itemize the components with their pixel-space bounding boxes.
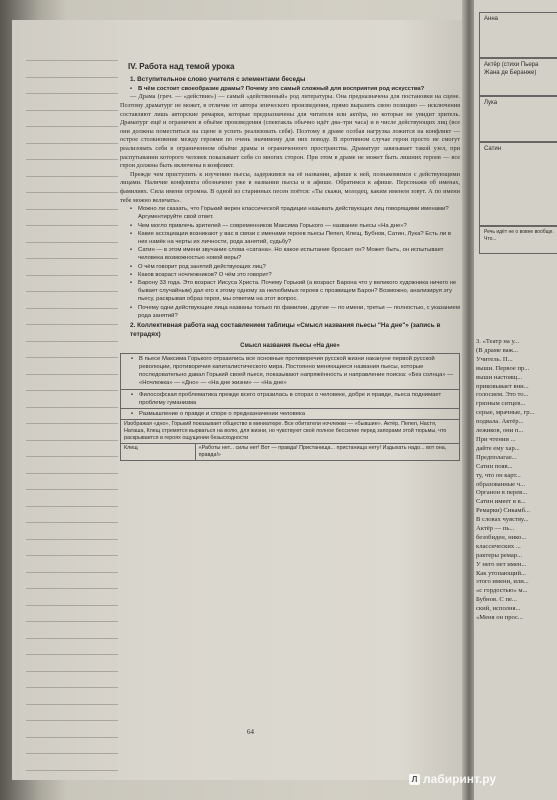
right-page-line: классических ... [476, 542, 521, 550]
right-page-line: образованные ч... [476, 480, 526, 488]
right-page-line: подвала. Актёр... [476, 418, 524, 426]
right-page-line: лежиков, они п... [476, 427, 524, 435]
table-row [121, 353, 460, 389]
right-page-line: безобиден, нико... [476, 533, 527, 541]
right-table-cell: Сатин [479, 142, 557, 226]
question-list [120, 205, 460, 320]
right-page-line: рактеры ремар... [476, 551, 523, 559]
right-page-line: «с гордостью» м... [476, 587, 528, 595]
right-page-line: Учитель. П... [476, 355, 513, 363]
table-cell: • Философская проблематика прежде всего отразилась в спорах о человеке, добре и правде, пьеса поднимает проблему гуманизма [121, 389, 460, 408]
table-cell: • Размышление о правде и споре о предназначении человека [121, 408, 460, 419]
table-row [121, 444, 460, 461]
question-item: • Какие ассоциации возникают у вас в связи с именами героев пьесы Пепел, Клещ, Бубнов, Сатин, Лука? Есть ли в них намёк на черты их личности, рода занятий, судьбу? [120, 230, 460, 246]
right-table-cell: Лука [479, 96, 557, 142]
right-page-line: Сатин имеет в в... [476, 498, 526, 506]
page-number: 64 [247, 728, 254, 736]
right-page-line: этого имени, или... [476, 578, 529, 586]
right-page-line: Ремарки) Сикамб... [476, 507, 530, 515]
table-title: Смысл названия пьесы «На дне» [240, 343, 340, 350]
question-item: • Барону 33 года. Это возраст Иисуса Христа. Почему Горький (а возраст Барона что у великого художника ничего не бывает случайным) дал его к этому одному за нелюбимых героев с прозвищем Барон? Возможно, анализируя эту пьесу, раскрывая образ героя, мы ответим на этот вопрос. [120, 279, 460, 304]
watermark [409, 772, 496, 786]
subsection-2-title: 2. Коллективная работа над составлением таблицы «Смысл названия пьесы "На дне"» (запись в тетрадях) [130, 321, 441, 338]
question-1: • В чём состоит своеобразие драмы? Почему это самый сложный для восприятия род искусства? [120, 85, 460, 93]
subsection-1-title: 1. Вступительное слово учителя с элементами беседы [130, 75, 306, 83]
left-page [12, 20, 467, 780]
right-page-line: приковывает вни... [476, 382, 529, 390]
right-table [479, 12, 557, 254]
page-content [120, 63, 460, 461]
meaning-table [120, 353, 460, 461]
right-page-line: серые, мрачные, гр... [476, 409, 535, 417]
table-row [121, 420, 460, 444]
right-page-line: Как утопающий... [476, 569, 526, 577]
paragraph-2: Прежде чем приступить к изучению пьесы, задержимся на её названии, афише к ней, познакомимся с действующими лицами. Наличие конфликта обозначено уже в названии пьесы и в афише. Обратимся к афише. Персонажи об именах, фамилиях. Сила имени огромна. В одной из старинных песен поётся: «Ты скажи, молодец, каким именем зовут. А по имени тебе можно величать». [120, 170, 460, 204]
margin-lines [26, 60, 118, 750]
table-cell: • В пьесе Максима Горького отразились все основные противоречия русской жизни накануне первой русской революции, противоречия капиталистического мира. Постоянно меняющиеся названия пьесы, которые последовательно давал Горький своей пьесе, показывают напряжённость и направление поиска: «Без солнца» — «Ночлежка» — «Дно» — «На дне жизни» — «На дне» [121, 353, 460, 389]
right-page-line: Бубнов. С пе... [476, 596, 517, 604]
right-table-cell: Актёр (стихи Пьера Жана де Беранже) [479, 58, 557, 96]
question-item: • О чём говорит род занятий действующих лиц? [120, 263, 460, 271]
right-page-line: «Меня он прос... [476, 614, 523, 622]
right-page-line: выши настоящ... [476, 373, 523, 381]
right-page-line: (В драме важ... [476, 346, 519, 354]
labirint-logo-icon: Л [409, 774, 420, 785]
table-row [121, 389, 460, 408]
question-item: • Чем могло привлечь зрителей — современников Максима Горького — название пьесы «На дне»? [120, 222, 460, 230]
right-page-line: У него нет имен... [476, 560, 527, 568]
right-table-cell: Анна [479, 12, 557, 58]
table-row [121, 408, 460, 419]
table-cell: Изображая «дно», Горький показывает общество в миниатюре. Все обитатели ночлежки — «бывшие». Актёр, Пепел, Настя, Наташа, Клещ стремятся вырваться на волю, для жизни, но чувствуют своё полное бессилие перед запорами этой тюрьмы, что раскрывается в героях ощущении безысходности [121, 420, 460, 444]
right-page-line: 3. «Театр на у... [476, 338, 520, 345]
table-cell-name: Клещ [121, 444, 196, 461]
paragraph-1: — Драма (греч. — «действие») — самый «действенный» род литературы. Она предназначена для постановки на сцене. Поэтому драматург не может, в отличие от автора эпического произведения, прямо выразить свою позицию — исключения составляют лишь авторские ремарки, которые предназначены для читателя или актёра, но которые не увидит зритель. Драматург ещё и ограничен в объёме произведения (спектакль обычно идёт два–три часа) и в числе действующих лиц (все они должны поместиться на сцене и успеть реализовать себя). Поэтому в драме особая нагрузка ложится на конфликт — острое столкновение между героями по очень значимому для них поводу. В противном случае герои просто не смогут реализовать себя в ограниченном объёме драмы и ограниченного пространства. Драматург завязывает такой узел, при распутывании которого человек показывает себя со многих сторон. При этом в драме не может быть лишних героев — все герои должны быть включены в конфликт. [120, 93, 460, 170]
right-page-line: Органон в перев... [476, 489, 528, 497]
right-page-line: При чтении ... [476, 435, 516, 443]
right-table-cell: Речь идёт не о вовне вообще. Что... [479, 226, 557, 254]
watermark-text: лабиринт.ру [423, 772, 497, 786]
section-heading: IV. Работа над темой урока [128, 62, 235, 71]
right-page-line: дайте ему хар... [476, 444, 520, 452]
right-page-text [476, 338, 557, 623]
right-page-line: ский, исполня... [476, 605, 521, 613]
question-item: • Каков возраст ночлежников? О чём это говорит? [120, 271, 460, 279]
question-item: • Почему одни действующие лица названы только по фамилии, другие — по имени, третьи — полностью, с указанием рода занятий? [120, 304, 460, 320]
right-page-line: Предполагае... [476, 453, 517, 461]
right-page-line: Сатин появ... [476, 462, 513, 470]
right-page-line: голосием. Это то... [476, 391, 529, 399]
right-page-line: В словах чувству... [476, 516, 529, 524]
right-page-line: выши. Первое пр... [476, 364, 530, 372]
right-page-line: ту, что он карт... [476, 471, 521, 479]
right-page [474, 0, 557, 800]
right-page-line: грязным ситцев... [476, 400, 526, 408]
table-cell-quote: «Работы нет... силы нет! Вот — правда! Пристанища... пристанища нету! Издыхать надо... вот она, правда!» [195, 444, 459, 461]
right-page-line: Актёр — пь... [476, 525, 515, 533]
question-item: • Сатин — в этом имени звучание слова «сатана». Но какое испытание бросает он? Может быть, он испытывает человека возможностью новой веры? [120, 246, 460, 262]
question-item: • Можно ли сказать, что Горький верен классической традиции называть действующих лиц говорящими именами? Аргументируйте свой ответ. [120, 205, 460, 221]
